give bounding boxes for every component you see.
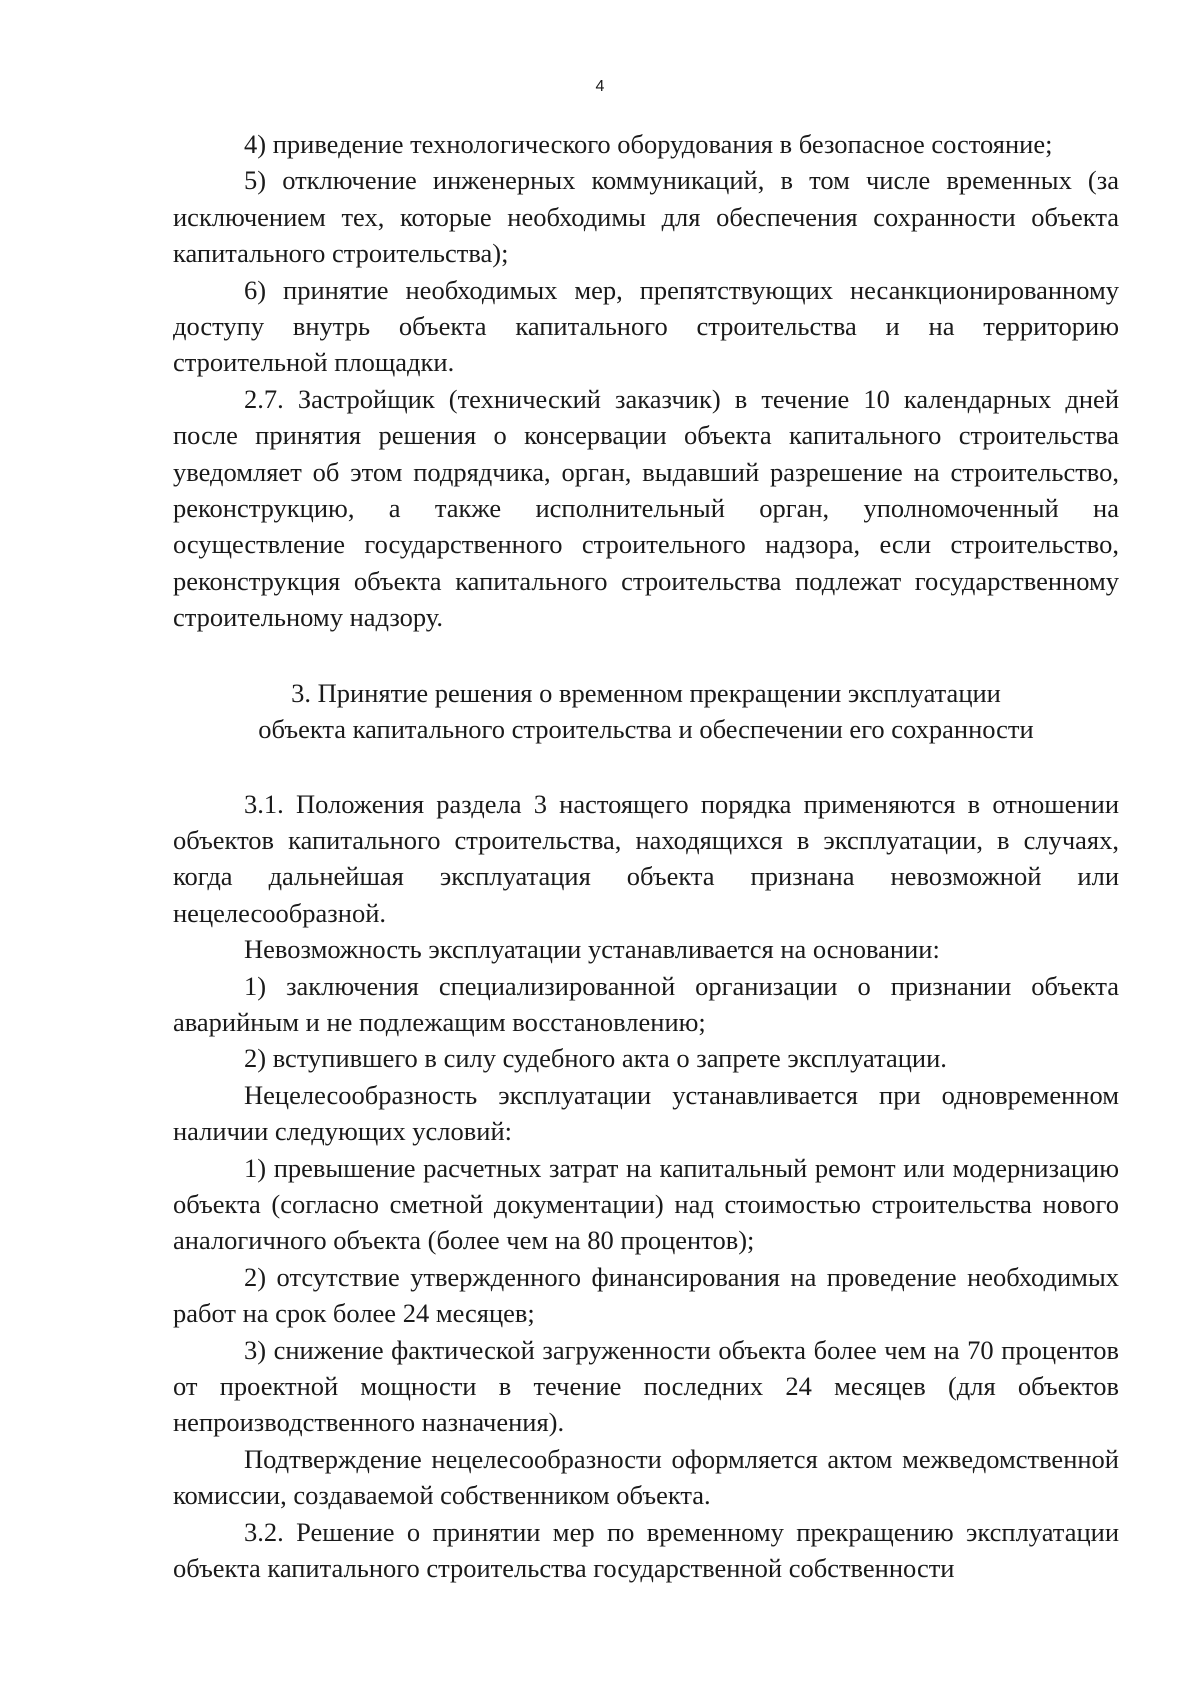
- paragraph: 2) вступившего в силу судебного акта о запрете эксплуатации.: [244, 1043, 947, 1074]
- paragraph: 3.1. Положения раздела 3 настоящего порядка применяются в отношении объектов капитального строительства, находящихся в эксплуатации, в случаях, когда дальнейшая эксплуатация объекта признана невозможной или нецелесообразной.: [173, 788, 1119, 928]
- paragraph: 6) принятие необходимых мер, препятствующих несанкционированному доступу внутрь объекта капитального строительства и на территорию строительной площадки.: [173, 274, 1119, 378]
- paragraph: 5) отключение инженерных коммуникаций, в том числе временных (за исключением тех, которые необходимы для обеспечения сохранности объекта капитального строительства);: [173, 165, 1119, 269]
- paragraph: Невозможность эксплуатации устанавливается на основании:: [244, 934, 940, 965]
- document-body: [173, 126, 1119, 1586]
- paragraph: 2.7. Застройщик (технический заказчик) в течение 10 календарных дней после принятия решения о консервации объекта капитального строительства уведомляет об этом подрядчика, орган, выдавший разрешение на строительство, реконструкцию, а также исполнительный орган, уполномоченный на осуществление государственного строительного надзора, если строительство, реконструкция объекта капитального строительства подлежат государственному строительному надзору.: [173, 383, 1119, 633]
- paragraph: 3) снижение фактической загруженности объекта более чем на 70 процентов от проектной мощности в течение последних 24 месяцев (для объектов непроизводственного назначения).: [173, 1334, 1119, 1438]
- paragraph: 1) превышение расчетных затрат на капитальный ремонт или модернизацию объекта (согласно сметной документации) над стоимостью строительства нового аналогичного объекта (более чем на 80 процентов);: [173, 1152, 1119, 1256]
- paragraph: 1) заключения специализированной организации о признании объекта аварийным и не подлежащим восстановлению;: [173, 970, 1119, 1037]
- paragraph: 4) приведение технологического оборудования в безопасное состояние;: [244, 129, 1053, 159]
- paragraph: Нецелесообразность эксплуатации устанавливается при одновременном наличии следующих условий:: [173, 1079, 1119, 1147]
- paragraph: 3.2. Решение о принятии мер по временному прекращению эксплуатации объекта капитального строительства государственной собственности: [173, 1516, 1119, 1584]
- section-heading-line-2: объекта капитального строительства и обеспечении его сохранности: [258, 714, 1034, 745]
- section-heading-line-1: 3. Принятие решения о временном прекращении эксплуатации: [291, 677, 1001, 708]
- page-number: 4: [595, 78, 605, 95]
- paragraph: 2) отсутствие утвержденного финансирования на проведение необходимых работ на срок более 24 месяцев;: [173, 1261, 1119, 1329]
- paragraph: Подтверждение нецелесообразности оформляется актом межведомственной комиссии, создаваемой собственником объекта.: [173, 1443, 1119, 1511]
- section-heading: [173, 675, 1119, 748]
